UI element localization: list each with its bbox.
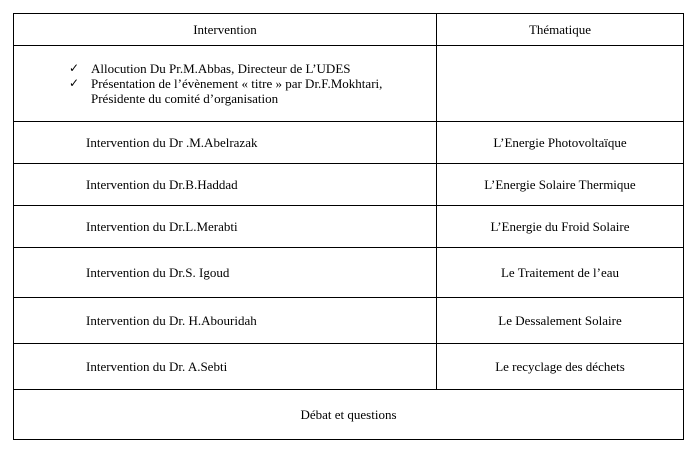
closing-cell: Débat et questions <box>14 390 684 440</box>
theme-cell: L’Energie Photovoltaïque <box>437 122 684 164</box>
opening-list <box>14 61 436 106</box>
column-header-intervention: Intervention <box>14 14 437 46</box>
column-header-thematique: Thématique <box>437 14 684 46</box>
table-row <box>14 206 684 248</box>
opening-item <box>69 76 436 106</box>
program-table <box>13 13 684 440</box>
table-row <box>14 298 684 344</box>
table-row <box>14 248 684 298</box>
theme-cell: Le recyclage des déchets <box>437 344 684 390</box>
speaker-cell: Intervention du Dr. H.Abouridah <box>14 298 437 344</box>
opening-item <box>69 61 436 76</box>
table-row <box>14 122 684 164</box>
header-row <box>14 14 684 46</box>
speaker-cell: Intervention du Dr .M.Abelrazak <box>14 122 437 164</box>
checkmark-icon: ✓ <box>69 61 80 75</box>
speaker-cell: Intervention du Dr. A.Sebti <box>14 344 437 390</box>
theme-cell: Le Traitement de l’eau <box>437 248 684 298</box>
opening-item-text: Allocution Du Pr.M.Abbas, Directeur de L’UDES <box>91 61 351 76</box>
opening-row <box>14 46 684 122</box>
closing-row <box>14 390 684 440</box>
table-row <box>14 344 684 390</box>
checkmark-icon: ✓ <box>69 76 80 90</box>
theme-cell: L’Energie du Froid Solaire <box>437 206 684 248</box>
speaker-cell: Intervention du Dr.L.Merabti <box>14 206 437 248</box>
speaker-cell: Intervention du Dr.S. Igoud <box>14 248 437 298</box>
theme-cell: L’Energie Solaire Thermique <box>437 164 684 206</box>
opening-theme-cell <box>437 46 684 122</box>
speaker-cell: Intervention du Dr.B.Haddad <box>14 164 437 206</box>
opening-cell <box>14 46 437 122</box>
table-row <box>14 164 684 206</box>
opening-item-text: Présentation de l’évènement « titre » par Dr.F.Mokhtari, Présidente du comité d’organisation <box>91 76 383 106</box>
theme-cell: Le Dessalement Solaire <box>437 298 684 344</box>
